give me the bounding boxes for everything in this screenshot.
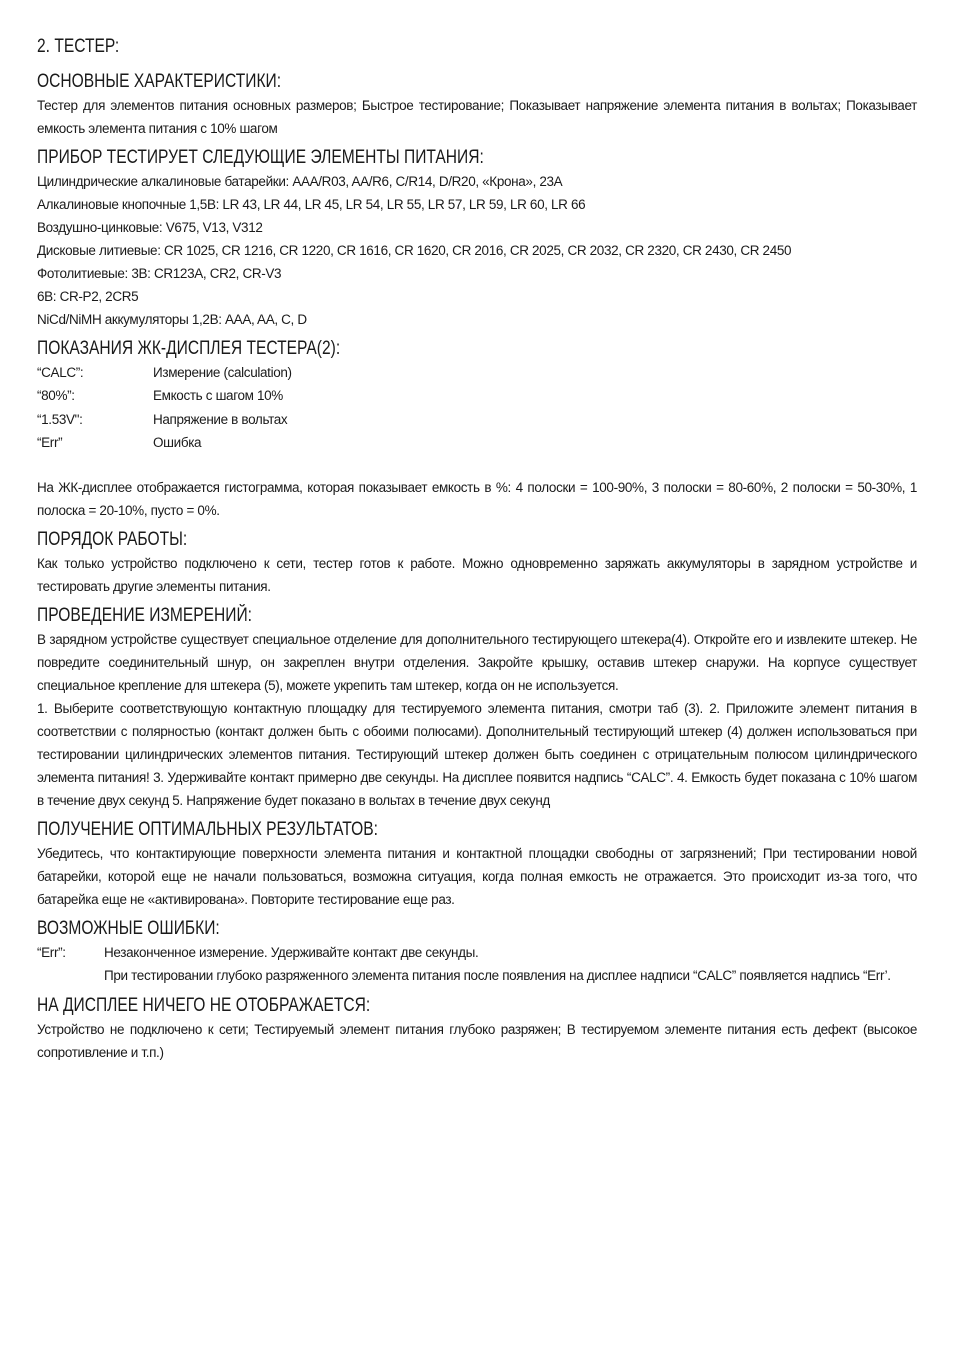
lcd-code: “80%”: <box>37 388 75 404</box>
supported-cells-section <box>37 146 917 331</box>
lcd-note: На ЖК-дисплее отображается гистограмма, которая показывает емкость в %: 4 полоски = 100-90%, 3 полоски = 80-60%, 2 полоски = 50-30%, 1 полоска = 20-10%, пусто = 0%. <box>37 480 917 519</box>
error-description <box>104 941 891 988</box>
supported-line: Дисковые литиевые: CR 1025, CR 1216, CR 1220, CR 1616, CR 1620, CR 2016, CR 2025, CR 2032, CR 2320, CR 2430, CR 2450 <box>37 243 792 258</box>
document-content <box>37 34 917 1070</box>
spacer <box>37 454 917 476</box>
error-line: Незаконченное измерение. Удерживайте контакт две секунды. <box>104 945 479 961</box>
optimal-results-heading: ПОЛУЧЕНИЕ ОПТИМАЛЬНЫХ РЕЗУЛЬТАТОВ: <box>37 819 378 841</box>
lcd-code: “1.53V": <box>37 411 83 427</box>
errors-section <box>37 917 917 988</box>
lcd-code: “CALC”: <box>37 365 84 380</box>
supported-line: Фотолитиевые: 3В: CR123A, CR2, CR-V3 <box>37 266 282 281</box>
supported-line: Цилиндрические алкалиновые батарейки: AAA/R03, AA/R6, C/R14, D/R20, «Крона», 23A <box>37 174 563 189</box>
lcd-section <box>37 337 917 522</box>
lcd-row <box>37 408 917 431</box>
lcd-row <box>37 361 917 384</box>
section-title: 2. ТЕСТЕР: <box>37 36 120 57</box>
operation-heading: ПОРЯДОК РАБОТЫ: <box>37 529 188 551</box>
optimal-results-section <box>37 818 917 911</box>
lcd-desc: Напряжение в вольтах <box>153 411 288 427</box>
main-features-text: Тестер для элементов питания основных размеров; Быстрое тестирование; Показывает напряжение элемента питания в вольтах; Показывает емкость элемента питания с 10% шагом <box>37 98 917 136</box>
measurement-paragraph-2: 1. Выберите соответствующую контактную площадку для тестируемого элемента питания, смотри таб (3). 2. Приложите элемент питания в соответствии с полярностью (контакт должен быть с обоими полюсами). Дополнительный тестирующий штекер (4) должен использоваться при тестировании цилиндрических элементов питания. Тестирующий штекер должен быть соединен с отрицательным полюсом цилиндрического элемента питания! 3. Удерживайте контакт примерно две секунды. На дисплее появится надпись “CALC”. 4. Емкость будет показана с 10% шагом в течение двух секунд 5. Напряжение будет показано в вольтах в течение двух секунд <box>37 701 917 809</box>
main-features-section <box>37 70 917 140</box>
operation-section <box>37 528 917 598</box>
lcd-desc: Емкость с шагом 10% <box>153 388 283 404</box>
supported-line: 6В: CR-P2, 2CR5 <box>37 289 139 304</box>
nothing-displayed-heading: НА ДИСПЛЕЕ НИЧЕГО НЕ ОТОБРАЖАЕТСЯ: <box>37 994 371 1016</box>
optimal-results-text: Убедитесь, что контактирующие поверхности элемента питания и контактной площадки свободны от загрязнений; При тестировании новой батарейки, которой еще не начали пользоваться, возможна ситуация, когда полная емкость не отражается. Это происходит из-за того, что батарейка еще не «активирована». Повторите тестирование еще раз. <box>37 846 917 908</box>
errors-heading: ВОЗМОЖНЫЕ ОШИБКИ: <box>37 918 220 940</box>
nothing-displayed-section <box>37 994 917 1064</box>
lcd-heading: ПОКАЗАНИЯ ЖК-ДИСПЛЕЯ ТЕСТЕРА(2): <box>37 338 341 359</box>
error-row <box>37 941 917 988</box>
supported-cells-heading: ПРИБОР ТЕСТИРУЕТ СЛЕДУЮЩИЕ ЭЛЕМЕНТЫ ПИТАНИЯ: <box>37 147 484 168</box>
lcd-desc: Измерение (calculation) <box>153 365 292 380</box>
measurement-paragraph-1: В зарядном устройстве существует специальное отделение для дополнительного тестирующего штекера(4). Откройте его и извлеките штекер. Не повредите соединительный шнур, он закреплен внутри отделения. Закройте крышку, оставив штекер снаружи. На корпусе существует специальное крепление для штекера (5), можете укрепить там штекер, когда он не используется. <box>37 632 917 694</box>
supported-line: Алкалиновые кнопочные 1,5В: LR 43, LR 44, LR 45, LR 54, LR 55, LR 57, LR 59, LR 60, LR 66 <box>37 197 586 212</box>
operation-text: Как только устройство подключено к сети, тестер готов к работе. Можно одновременно заряжать аккумуляторы в зарядном устройстве и тестировать другие элементы питания. <box>37 556 917 595</box>
lcd-code: “Err” <box>37 434 63 450</box>
lcd-row <box>37 384 917 407</box>
measurement-heading: ПРОВЕДЕНИЕ ИЗМЕРЕНИЙ: <box>37 605 253 627</box>
nothing-displayed-text: Устройство не подключено к сети; Тестируемый элемент питания глубоко разряжен; В тестируемом элементе питания есть дефект (высокое сопротивление и т.п.) <box>37 1021 917 1060</box>
error-code: “Err”: <box>37 945 66 961</box>
measurement-section <box>37 604 917 812</box>
supported-line: NiCd/NiMH аккумуляторы 1,2В: AAA, AA, C, D <box>37 312 307 327</box>
error-line: При тестировании глубоко разряженного элемента питания после появления на дисплее надписи “CALC” появляется надпись “Err’. <box>104 968 891 984</box>
main-features-heading: ОСНОВНЫЕ ХАРАКТЕРИСТИКИ: <box>37 71 282 92</box>
supported-line: Воздушно-цинковые: V675, V13, V312 <box>37 220 263 235</box>
lcd-row <box>37 431 917 454</box>
lcd-desc: Ошибка <box>153 434 202 450</box>
